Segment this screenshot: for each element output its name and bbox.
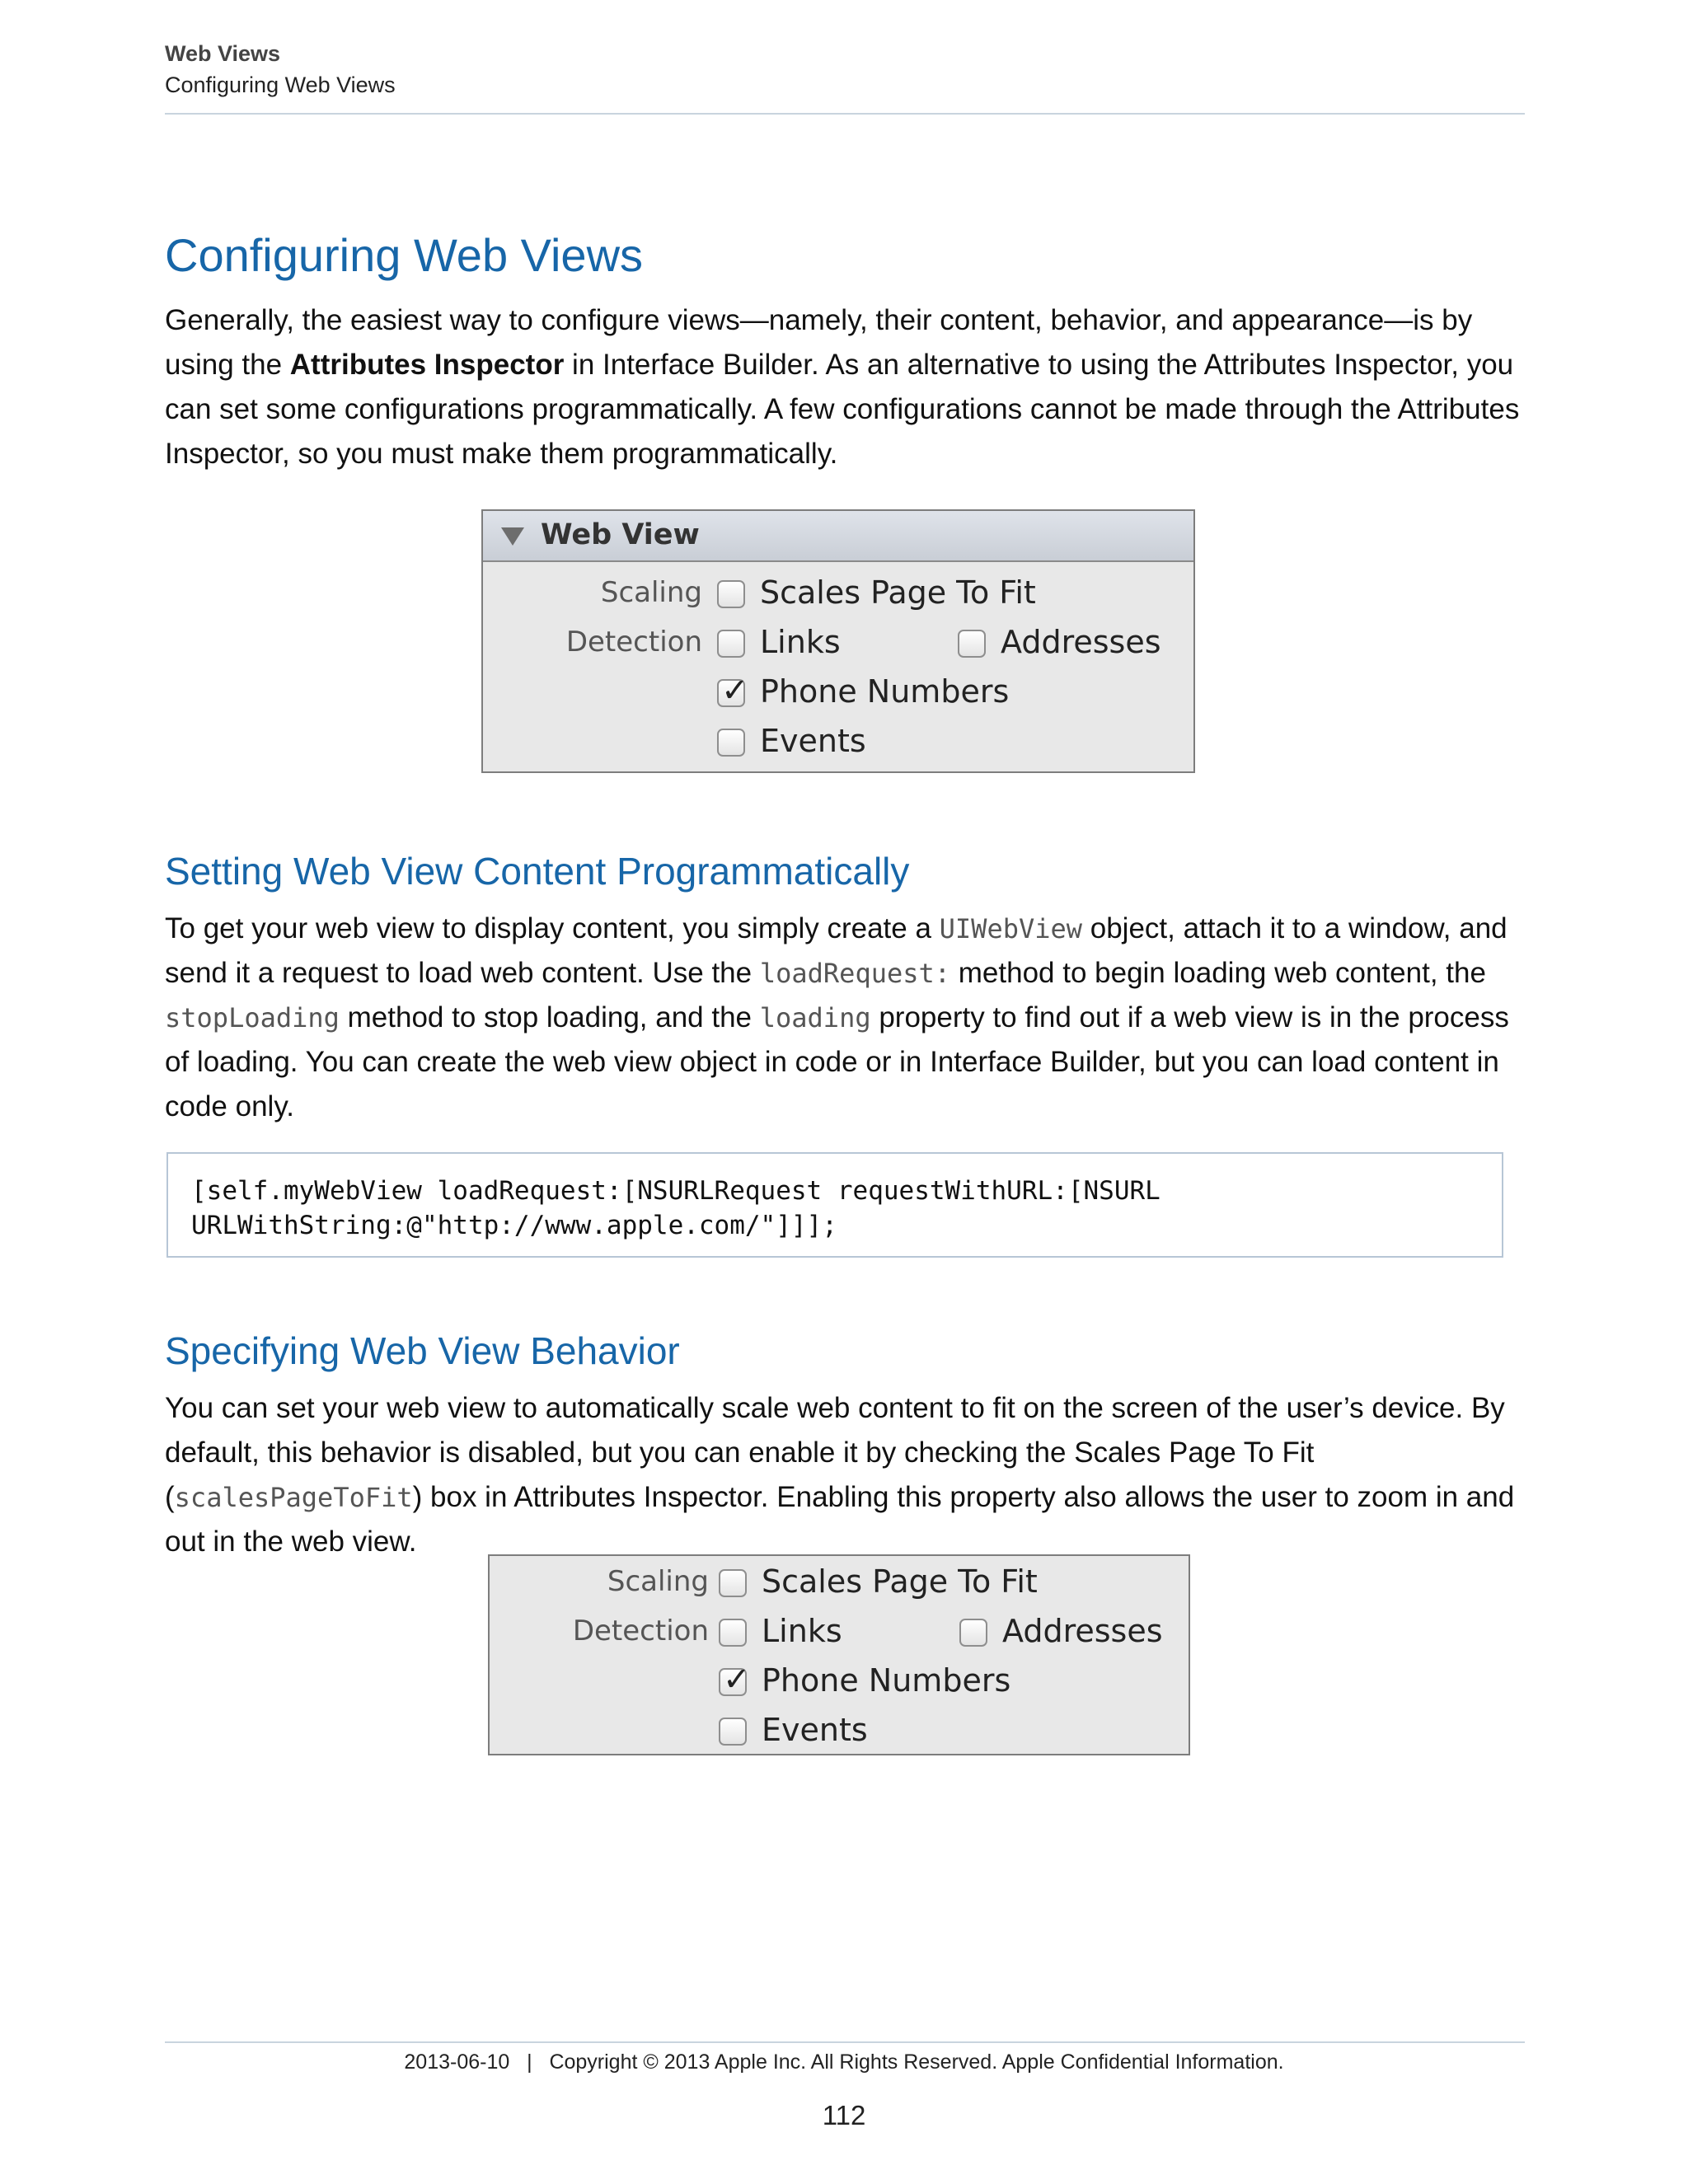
s2-text-1: To get your web view to display content, you simply create a — [165, 912, 940, 944]
phone-numbers-checkbox[interactable] — [717, 672, 749, 710]
footer-divider — [165, 2041, 1525, 2043]
checkmark-icon: ✓ — [723, 1661, 751, 1699]
code-loading: loading — [759, 1002, 871, 1033]
phone-numbers-label: Phone Numbers — [762, 1662, 1011, 1699]
phone-numbers-checkbox[interactable] — [719, 1661, 751, 1699]
events-checkbox[interactable] — [719, 1718, 747, 1746]
code-loadrequest: loadRequest: — [759, 958, 951, 989]
intro-paragraph — [165, 298, 1525, 476]
code-uiwebview: UIWebView — [939, 913, 1083, 944]
events-label: Events — [762, 1712, 868, 1748]
running-header — [165, 38, 1525, 101]
code-scalespagetofit: scalesPageToFit — [174, 1482, 413, 1513]
code-text — [191, 1174, 1160, 1243]
s3-text-1: You can set your web view to automatically scale web content to fit on the screen of the user’s device. By default, this behavior is disabled, but you can enable it by checking the Scales Page To Fit ( — [165, 1392, 1505, 1513]
addresses-label: Addresses — [1002, 1613, 1163, 1649]
detection-label: Detection — [572, 1615, 709, 1647]
header-chapter-title: Configuring Web Views — [165, 73, 396, 97]
code-stoploading: stopLoading — [165, 1002, 340, 1033]
scaling-label: Scaling — [600, 576, 702, 609]
s3-text-2: ) box in Attributes Inspector. Enabling this property also allows the user to zoom in and out in the web view. — [165, 1481, 1515, 1558]
links-label: Links — [762, 1613, 842, 1649]
phone-numbers-label: Phone Numbers — [760, 673, 1010, 710]
scales-page-to-fit-label: Scales Page To Fit — [762, 1563, 1038, 1600]
footer-copyright: 2013-06-10 | Copyright © 2013 Apple Inc. All Rights Reserved. Apple Confidential Information. — [404, 2050, 1284, 2074]
page-number: 112 — [822, 2100, 866, 2130]
intro-text-1: Generally, the easiest way to configure views—namely, their content, behavior, and appearance—is by using the — [165, 304, 1473, 381]
section-heading-behavior: Specifying Web View Behavior — [165, 1329, 680, 1372]
inspector-header[interactable] — [483, 511, 1193, 562]
section-heading-content: Setting Web View Content Programmatically — [165, 850, 910, 893]
intro-text-2: in Interface Builder. As an alternative to using the Attributes Inspector, you can set some configurations programmatically. A few configurations cannot be made through the Attributes Inspector, so you must make them programmatically. — [165, 349, 1520, 470]
s2-text-4: method to stop loading, and the — [339, 1001, 760, 1033]
s2-text-5: property to find out if a web view is in the process of loading. You can create the web view object in code or in Interface Builder, but you can load content in code only. — [165, 1001, 1509, 1122]
addresses-checkbox[interactable] — [958, 630, 986, 658]
disclosure-triangle-icon[interactable] — [501, 527, 524, 546]
code-line-1: [self.myWebView loadRequest:[NSURLRequest requestWithURL:[NSURL — [191, 1176, 1160, 1206]
events-checkbox[interactable] — [717, 729, 745, 757]
scaling-label: Scaling — [607, 1565, 709, 1598]
section-content-paragraph — [165, 907, 1525, 1129]
events-label: Events — [760, 723, 866, 759]
section-behavior-paragraph — [165, 1386, 1525, 1564]
links-checkbox[interactable] — [719, 1619, 747, 1647]
code-listing — [166, 1152, 1503, 1258]
header-section-title: Web Views — [165, 41, 281, 66]
scales-page-to-fit-checkbox[interactable] — [717, 580, 745, 608]
addresses-label: Addresses — [1001, 624, 1161, 660]
checkmark-icon: ✓ — [721, 672, 749, 710]
links-label: Links — [760, 624, 841, 660]
links-checkbox[interactable] — [717, 630, 745, 658]
code-line-2: URLWithString:@"http://www.apple.com/"]]]; — [191, 1211, 837, 1240]
page-title: Configuring Web Views — [165, 229, 644, 281]
s2-text-2: object, attach it to a window, and send it a request to load web content. Use the — [165, 912, 1507, 989]
scales-page-to-fit-checkbox[interactable] — [719, 1569, 747, 1597]
header-divider — [165, 113, 1525, 115]
addresses-checkbox[interactable] — [959, 1619, 987, 1647]
inspector-title: Web View — [541, 518, 700, 551]
scales-page-to-fit-label: Scales Page To Fit — [760, 574, 1036, 611]
detection-label: Detection — [565, 626, 702, 658]
scaling-detection-panel — [488, 1554, 1190, 1755]
web-view-inspector-panel — [481, 509, 1195, 773]
s2-text-3: method to begin loading web content, the — [950, 957, 1486, 989]
intro-bold-term: Attributes Inspector — [289, 349, 565, 381]
